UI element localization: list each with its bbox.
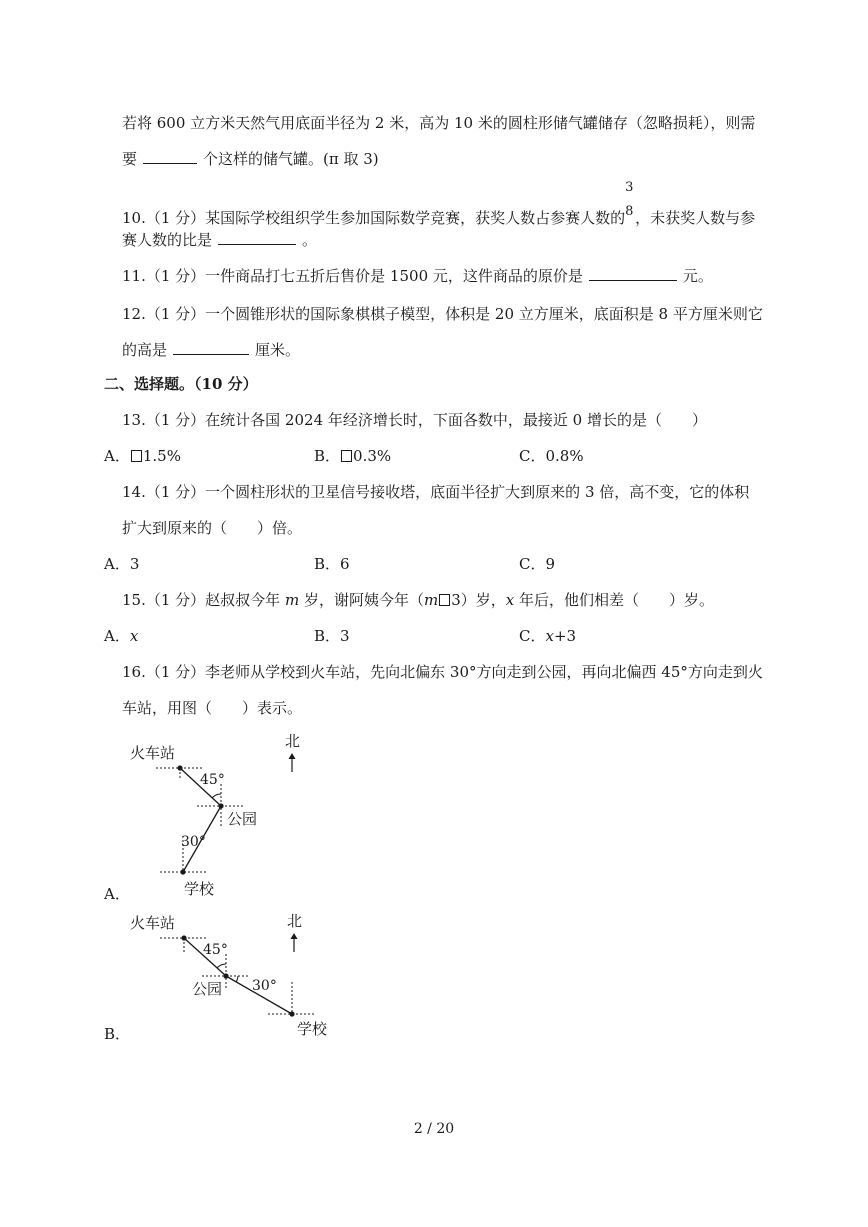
missing-glyph-icon xyxy=(341,450,352,462)
diagram-a-park-label: 公园 xyxy=(227,810,258,828)
q12-line2-a: 的高是 xyxy=(122,341,168,359)
q14-line1: 14.（1 分）一个圆柱形状的卫星信号接收塔，底面半径扩大到原来的 3 倍，高不变，它的体积 xyxy=(122,483,750,501)
q15-stem-c: 3）岁， xyxy=(451,591,506,609)
q13-b-value: 0.3% xyxy=(353,447,392,465)
q10-fraction xyxy=(625,180,635,223)
q12-answer-blank[interactable] xyxy=(173,340,249,355)
diagram-b-park-point xyxy=(223,973,228,978)
diagram-b-angle1: 45° xyxy=(203,942,228,958)
diagram-a-north-label: 北 xyxy=(285,732,301,750)
diagram-a-angle2: 30° xyxy=(181,834,206,850)
q13-c-value: 0.8% xyxy=(545,447,584,465)
diagram-b-north-label: 北 xyxy=(287,912,303,930)
q9-line2 xyxy=(122,149,379,169)
q15-a-label: A． xyxy=(104,627,130,645)
diagram-b-station-label: 火车站 xyxy=(130,914,176,932)
q10-frac-num: 3 xyxy=(625,180,634,195)
q15-c-rest: +3 xyxy=(553,627,577,645)
q16-diagram-a[interactable] xyxy=(104,728,344,900)
q15-var-m2: m xyxy=(423,591,439,609)
q9-line2-a: 要 xyxy=(122,150,138,168)
q15-option-c[interactable] xyxy=(519,626,576,646)
q16-line1: 16.（1 分）李老师从学校到火车站，先向北偏东 30°方向走到公园，再向北偏西 45°方向走到火 xyxy=(122,663,763,681)
q14-option-a[interactable]: A．3 xyxy=(104,555,140,573)
q15-c-var: x xyxy=(545,627,554,645)
q12-line1: 12.（1 分）一个圆锥形状的国际象棋棋子模型，体积是 20 立方厘米，底面积是 8 平方厘米则它 xyxy=(122,305,763,323)
q13-option-b[interactable] xyxy=(314,446,391,466)
q9-line1: 若将 600 立方米天然气用底面半径为 2 米，高为 10 米的圆柱形储气罐储存（忽略损耗），则需 xyxy=(122,114,756,132)
diagram-a-park-point xyxy=(218,803,223,808)
q11-answer-blank[interactable] xyxy=(589,266,677,281)
q10-line1-a: 10.（1 分）某国际学校组织学生参加国际数学竞赛，获奖人数占参赛人数的 xyxy=(122,209,626,227)
q11-line xyxy=(122,266,713,286)
diagram-b-angle2: 30° xyxy=(252,978,277,994)
diagram-a-angle1: 45° xyxy=(200,772,225,788)
diagram-b-school-label: 学校 xyxy=(297,1020,328,1038)
section-title: 二、选择题。（10 分） xyxy=(104,375,258,393)
diagram-b-station-point xyxy=(181,935,186,940)
q15-a-var: x xyxy=(129,627,139,645)
q10-frac-den: 8 xyxy=(625,204,634,219)
diagram-a-station-point xyxy=(177,765,182,770)
q15-stem-d: 年后，他们相差（ ）岁。 xyxy=(519,591,715,609)
q16-line2: 车站，用图（ ）表示。 xyxy=(122,699,303,717)
missing-glyph-icon xyxy=(131,450,142,462)
q15-option-b[interactable]: B．3 xyxy=(314,627,350,645)
diagram-b-park-label: 公园 xyxy=(192,980,223,998)
q9-line2-b: 个这样的储气罐。(π 取 3) xyxy=(203,150,379,168)
q13-stem: 13.（1 分）在统计各国 2024 年经济增长时，下面各数中，最接近 0 增长的是（ ） xyxy=(122,411,707,429)
q14-line2: 扩大到原来的（ ）倍。 xyxy=(122,519,303,537)
q15-var-x: x xyxy=(505,591,515,609)
q10-line1-b: ，未获奖人数与参 xyxy=(635,209,756,227)
q13-option-a[interactable] xyxy=(104,446,181,466)
q11-text-a: 11.（1 分）一件商品打七五折后售价是 1500 元，这件商品的原价是 xyxy=(122,267,583,285)
q9-answer-blank[interactable] xyxy=(143,149,197,164)
q13-b-label: B． xyxy=(314,447,341,465)
q15-stem xyxy=(122,590,714,610)
q15-var-m: m xyxy=(284,591,300,609)
q13-a-value: 1.5% xyxy=(142,447,181,465)
q10-line2-a: 赛人数的比是 xyxy=(122,231,213,249)
q10-line1 xyxy=(122,180,756,228)
diagram-b-school-point xyxy=(289,1011,294,1016)
q10-line2-b: 。 xyxy=(302,231,318,249)
q16-option-b[interactable]: B． xyxy=(104,1025,131,1043)
q10-answer-blank[interactable] xyxy=(218,230,296,245)
q13-c-label: C． xyxy=(519,447,546,465)
q15-option-a[interactable] xyxy=(104,626,138,646)
diagram-a-school-point xyxy=(180,869,185,874)
q14-option-c[interactable]: C．9 xyxy=(519,555,556,573)
q15-c-label: C． xyxy=(519,627,546,645)
diagram-a-station-label: 火车站 xyxy=(130,744,176,762)
q16-diagram-b[interactable] xyxy=(104,906,364,1042)
q12-line2-b: 厘米。 xyxy=(255,341,301,359)
q10-line2 xyxy=(122,230,317,250)
q15-stem-b: 岁，谢阿姨今年（ xyxy=(303,591,424,609)
q13-option-c[interactable] xyxy=(519,446,584,466)
q11-text-b: 元。 xyxy=(682,267,713,285)
page-number: 2 / 20 xyxy=(413,1121,455,1137)
north-arrow-icon xyxy=(289,753,296,772)
north-arrow-icon xyxy=(291,933,298,952)
q15-stem-a: 15.（1 分）赵叔叔今年 xyxy=(122,591,281,609)
q14-option-b[interactable]: B．6 xyxy=(314,555,350,573)
q16-option-a[interactable]: A． xyxy=(104,885,130,903)
missing-glyph-icon xyxy=(439,594,450,606)
diagram-a-school-label: 学校 xyxy=(184,880,215,898)
q12-line2 xyxy=(122,340,300,360)
q13-a-label: A． xyxy=(104,447,130,465)
